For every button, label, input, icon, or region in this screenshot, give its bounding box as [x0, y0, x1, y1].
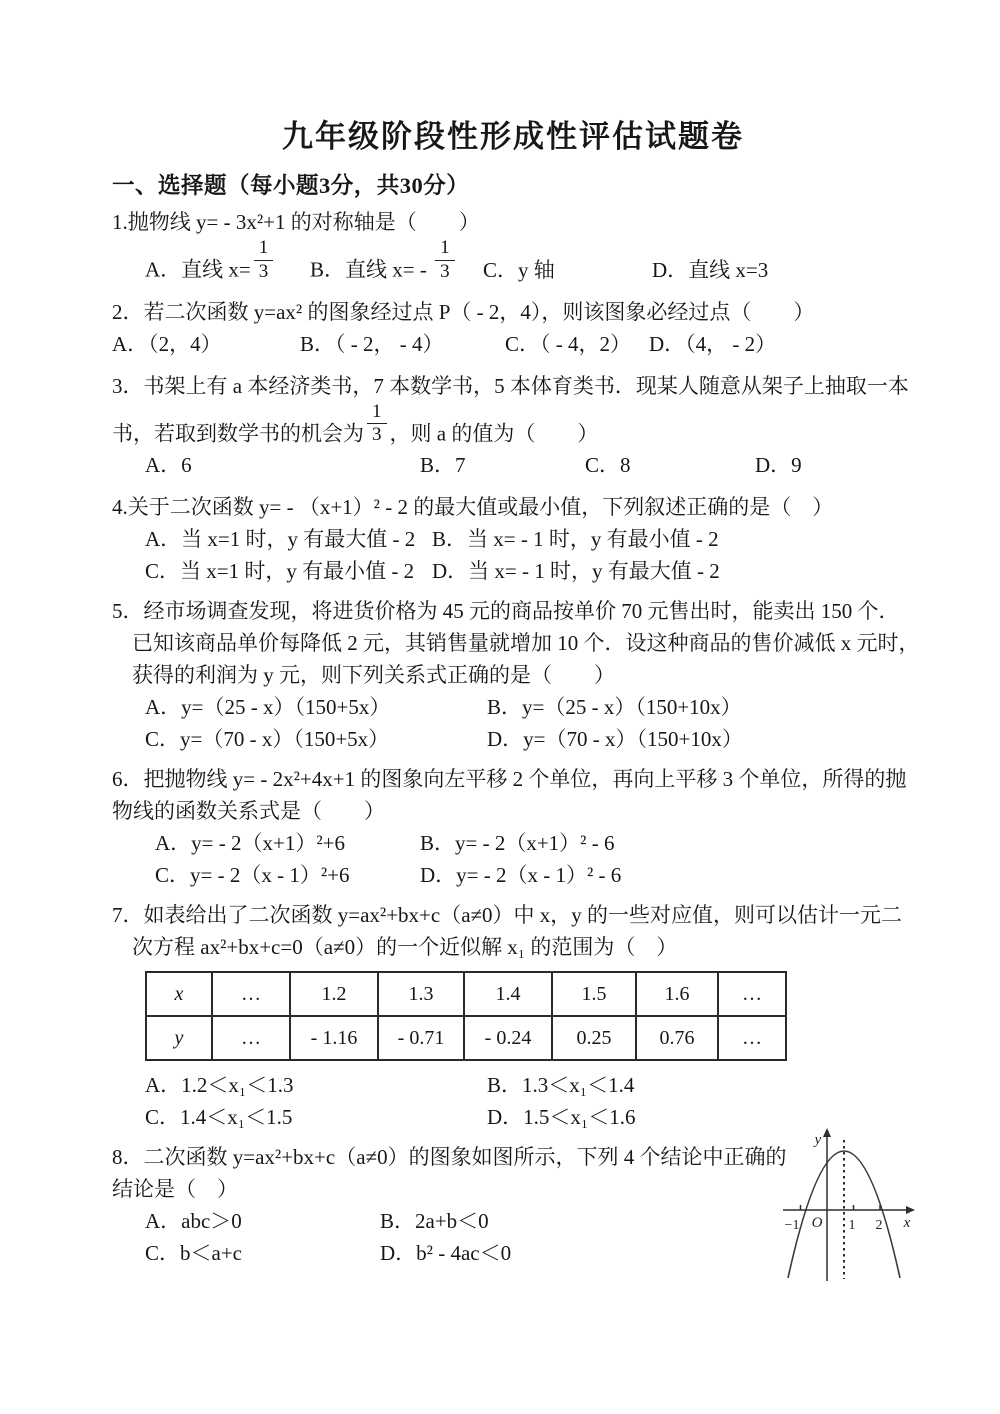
fraction-numerator: 1	[254, 238, 274, 261]
fraction-denominator: 3	[440, 260, 450, 282]
fraction	[367, 402, 387, 446]
q6-line1: 6．把抛物线 y= - 2x²+4x+1 的图象向左平移 2 个单位，再向上平移 3 个单位，所得的抛	[112, 767, 907, 792]
q5-options-row1	[112, 691, 914, 723]
q6-option-a: A．y= - 2（x+1）²+6	[155, 831, 345, 856]
section-header: 一、选择题（每小题3分，共30分）	[112, 173, 470, 198]
table-cell: y	[146, 1016, 212, 1060]
q4-option-c: C．当 x=1 时，y 有最小值 - 2	[145, 559, 415, 584]
q6-option-c: C．y= - 2（x - 1）²+6	[155, 863, 350, 888]
fraction-denominator: 3	[258, 260, 269, 282]
q5-line2: 已知该商品单价每降低 2 元，其销售量就增加 10 个．设这种商品的售价减低 x 元时，	[132, 631, 920, 656]
q1-option-d: D．直线 x=3	[652, 257, 769, 282]
table-cell: 1.4	[464, 972, 552, 1016]
q8-option-c: C．b＜a+c	[145, 1241, 242, 1266]
table-cell: - 1.16	[290, 1016, 378, 1060]
q4-option-d: D．当 x= - 1 时，y 有最大值 - 2	[432, 559, 720, 584]
fraction	[435, 238, 455, 282]
q3-line2-post: ，则 a 的值为（ ）	[389, 421, 599, 446]
table-cell: 0.25	[552, 1016, 636, 1060]
q2-option-d: D．（4， - 2）	[649, 331, 777, 356]
fraction-numerator: 1	[367, 402, 387, 425]
q3-options	[112, 449, 914, 481]
q4-option-a: A．当 x=1 时，y 有最大值 - 2	[145, 527, 416, 552]
fraction	[254, 238, 274, 282]
tick-2-label: 2	[875, 1218, 883, 1233]
table-cell: …	[718, 972, 786, 1016]
q5-option-a: A．y=（25 - x）（150+5x）	[145, 695, 391, 720]
q3-line2-pre: 书，若取到数学书的机会为	[112, 421, 364, 446]
q3-option-b: B．7	[420, 453, 466, 478]
table-cell: 1.5	[552, 972, 636, 1016]
q3-line1: 3．书架上有 a 本经济类书，7 本数学书，5 本体育类书．现某人随意从架子上抽取一本	[112, 373, 909, 398]
q8-option-a: A．abc＞0	[145, 1209, 242, 1234]
q5-option-b: B．y=（25 - x）（150+10x）	[487, 695, 742, 720]
table-cell: …	[718, 1016, 786, 1060]
table-row-y	[146, 1016, 786, 1060]
y-axis-label: y	[814, 1132, 822, 1148]
q8-line1: 8．二次函数 y=ax²+bx+c（a≠0）的图象如图所示，下列 4 个结论中正确的	[112, 1145, 787, 1170]
q1-option-a-text: A．直线 x=	[145, 257, 251, 282]
table-cell: …	[212, 972, 290, 1016]
q1-options	[112, 238, 914, 286]
q7-option-b: B．1.3＜x₁＜1.4	[487, 1073, 635, 1098]
parabola-graph	[780, 1128, 918, 1288]
origin-label: O	[811, 1215, 823, 1231]
q3-option-c: C．8	[585, 453, 631, 478]
table-cell: - 0.24	[464, 1016, 552, 1060]
q4-options-row1	[112, 523, 914, 555]
q2-option-c: C．（ - 4，2）	[505, 331, 631, 356]
q2-option-a: A．（2，4）	[112, 331, 222, 356]
q2-option-b: B．（ - 2， - 4）	[300, 331, 444, 356]
q7-options-row1	[112, 1069, 914, 1101]
q7-value-table	[145, 971, 787, 1061]
q5-line1: 5．经市场调查发现，将进货价格为 45 元的商品按单价 70 元售出时，能卖出 150 个．	[112, 599, 900, 624]
q6-options-row2	[112, 859, 914, 891]
x-axis-label: x	[903, 1215, 911, 1231]
table-cell: 1.3	[378, 972, 464, 1016]
tick-1-label: 1	[848, 1218, 856, 1233]
table-cell: 0.76	[636, 1016, 718, 1060]
q7-line1: 7．如表给出了二次函数 y=ax²+bx+c（a≠0）中 x，y 的一些对应值，则可以估计一元二	[112, 903, 903, 928]
q2-options	[112, 328, 914, 360]
q6-line2: 物线的函数关系式是（ ）	[112, 799, 385, 824]
table-cell: 1.2	[290, 972, 378, 1016]
x-axis-arrow	[906, 1206, 915, 1214]
q4-options-row2	[112, 555, 914, 587]
page-title: 九年级阶段性形成性评估试题卷	[282, 119, 744, 154]
q5-line3: 获得的利润为 y 元，则下列关系式正确的是（ ）	[132, 663, 615, 688]
y-axis-arrow	[823, 1128, 831, 1137]
q8-option-d: D．b² - 4ac＜0	[380, 1241, 512, 1266]
table-cell: 1.6	[636, 972, 718, 1016]
table-cell: …	[212, 1016, 290, 1060]
q6-option-b: B．y= - 2（x+1）² - 6	[420, 831, 615, 856]
q2-stem: 2．若二次函数 y=ax² 的图象经过点 P（ - 2，4），则该图象必经过点（ ）	[112, 299, 815, 324]
q1-option-a	[145, 238, 310, 286]
q8-line2: 结论是（ ）	[112, 1177, 238, 1202]
q6-option-d: D．y= - 2（x - 1）² - 6	[420, 863, 622, 888]
q3-option-d: D．9	[755, 453, 802, 478]
q5-option-d: D．y=（70 - x）（150+10x）	[487, 727, 743, 752]
q4-option-b: B．当 x= - 1 时，y 有最小值 - 2	[432, 527, 719, 552]
q8-option-b: B．2a+b＜0	[380, 1209, 489, 1234]
q7-option-a: A．1.2＜x₁＜1.3	[145, 1073, 294, 1098]
exam-content	[112, 116, 920, 1269]
q1-stem: 1.抛物线 y= - 3x²+1 的对称轴是（ ）	[112, 210, 480, 234]
q7-line2: 次方程 ax²+bx+c=0（a≠0）的一个近似解 x₁ 的范围为（ ）	[132, 935, 678, 960]
fraction-denominator: 3	[372, 424, 382, 446]
q1-option-c: C．y 轴	[483, 257, 555, 282]
q4-stem: 4.关于二次函数 y= - （x+1）² - 2 的最大值或最小值，下列叙述正确的是（ ）	[112, 495, 834, 520]
q1-option-b-text: B．直线 x= -	[310, 257, 433, 282]
table-cell: x	[146, 972, 212, 1016]
q8-parabola-figure	[780, 1128, 918, 1288]
q7-option-d: D．1.5＜x₁＜1.6	[487, 1105, 636, 1130]
table-cell: - 0.71	[378, 1016, 464, 1060]
q6-options-row1	[112, 827, 914, 859]
table-row-x	[146, 972, 786, 1016]
tick-neg1-label: −1	[784, 1218, 800, 1233]
q3-option-a: A．6	[145, 453, 192, 478]
q5-options-row2	[112, 723, 914, 755]
q5-option-c: C．y=（70 - x）（150+5x）	[145, 727, 390, 752]
fraction-numerator: 1	[435, 238, 455, 261]
q3-line2	[112, 402, 914, 450]
q1-option-b	[310, 238, 483, 286]
q7-option-c: C．1.4＜x₁＜1.5	[145, 1105, 293, 1130]
